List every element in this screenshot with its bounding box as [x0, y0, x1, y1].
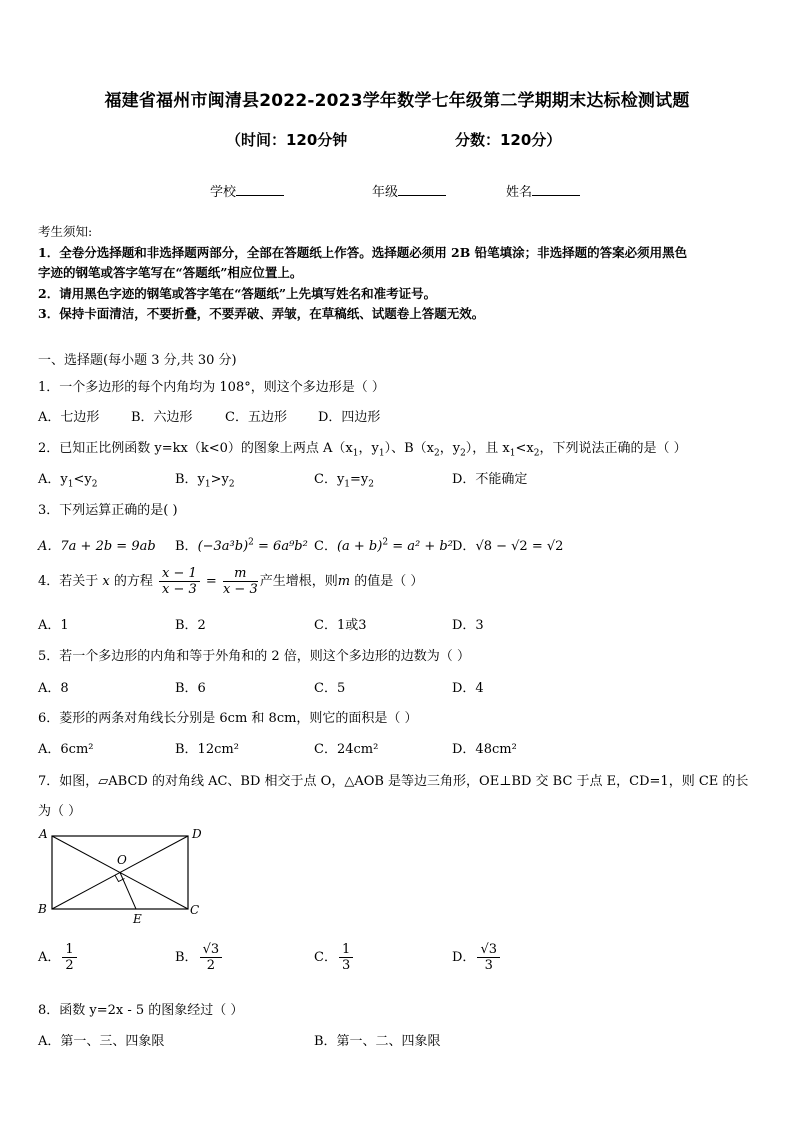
q4-fraction-right: $\frac{m}{x - 3}$: [222, 566, 258, 597]
label-b: B: [38, 902, 47, 916]
q7-option-b[interactable]: B． $\frac{√3}{2}$: [175, 942, 224, 973]
q8-option-a[interactable]: A．第一、三、四象限: [38, 1034, 165, 1049]
label-c: C: [190, 903, 200, 917]
q2-option-c[interactable]: C．$y_1=y_2$: [314, 472, 375, 490]
q5-option-b[interactable]: B．6: [175, 681, 206, 696]
label-e: E: [133, 912, 142, 926]
q1-option-d[interactable]: D．四边形: [318, 410, 381, 425]
label-d: D: [192, 827, 202, 841]
page-title: 福建省福州市闽清县2022-2023学年数学七年级第二学期期末达标检测试题: [104, 91, 690, 111]
q7-option-a[interactable]: A． $\frac{1}{2}$: [38, 942, 79, 973]
q6-option-c[interactable]: C．24cm²: [314, 742, 379, 757]
q3-option-a[interactable]: A．7a + 2b = 9ab: [38, 539, 156, 554]
q7-option-d[interactable]: D． $\frac{√3}{3}$: [452, 942, 502, 973]
segment-oe: [120, 873, 136, 910]
q4-option-c[interactable]: C．1或3: [314, 618, 367, 633]
q4-option-b[interactable]: B．2: [175, 618, 206, 633]
q8-option-b[interactable]: B．第一、二、四象限: [314, 1034, 441, 1049]
q4-option-a[interactable]: A．1: [38, 618, 69, 633]
question-1: 1．一个多边形的每个内角均为 108°，则这个多边形是（ ）: [38, 380, 385, 395]
school-field[interactable]: 学校: [210, 181, 284, 200]
q2-option-a[interactable]: A．$y_1<y_2$: [38, 472, 98, 490]
q3-option-d[interactable]: D．√8 − √2 = √2: [452, 539, 564, 554]
grade-field[interactable]: 年级: [372, 181, 446, 200]
q4-option-d[interactable]: D．3: [452, 618, 484, 633]
q1-option-a[interactable]: A．七边形: [38, 410, 100, 425]
score-info: 分数：120分）: [455, 131, 562, 149]
note-1b: 字迹的钢笔或答字笔写在“答题纸”相应位置上。: [38, 265, 303, 280]
question-3: 3．下列运算正确的是( ): [38, 503, 178, 518]
question-8: 8．函数 y=2x - 5 的图象经过（ ）: [38, 1003, 244, 1018]
time-info: （时间：120分钟: [226, 131, 348, 149]
q2-option-d[interactable]: D．不能确定: [452, 472, 528, 487]
note-3: 3．保持卡面清洁，不要折叠，不要弄破、弄皱，在草稿纸、试题卷上答题无效。: [38, 306, 485, 321]
q1-option-c[interactable]: C．五边形: [225, 410, 287, 425]
q3-option-c[interactable]: C．$(a + b)^2 = a^2 + b^2$: [314, 537, 453, 554]
q5-option-c[interactable]: C．5: [314, 681, 346, 696]
section-heading: 一、选择题(每小题 3 分,共 30 分): [38, 353, 237, 368]
note-2: 2．请用黑色字迹的钢笔或答字笔在“答题纸”上先填写姓名和准考证号。: [38, 285, 437, 301]
exam-notes: [38, 222, 760, 325]
question-4: 4．若关于 x 的方程 $\frac{x - 1}{x - 3}$ = $\frac{m}{x - 3}$ 产生增根，则m 的值是（ ）: [38, 566, 424, 597]
note-1a: 1．全卷分选择题和非选择题两部分，全部在答题纸上作答。选择题必须用 2B 铅笔填涂；非选择题的答案必须用黑色: [38, 244, 688, 260]
q5-option-a[interactable]: A．8: [38, 681, 69, 696]
q5-option-d[interactable]: D．4: [452, 681, 484, 696]
question-5: 5．若一个多边形的内角和等于外角和的 2 倍，则这个多边形的边数为（ ）: [38, 649, 470, 664]
q4-fraction-left: $\frac{x - 1}{x - 3}$: [159, 566, 200, 597]
label-a: A: [39, 827, 48, 841]
question-7-line-2: 为（ ）: [38, 804, 82, 819]
label-o: O: [117, 853, 127, 867]
q1-option-b[interactable]: B．六边形: [131, 410, 193, 425]
q7-option-c[interactable]: C． $\frac{1}{3}$: [314, 942, 355, 973]
q6-option-d[interactable]: D．48cm²: [452, 742, 517, 757]
question-2: 2．已知正比例函数 y=kx（k<0）的图象上两点 $A(x_1$，$y_1$）、$B(x_2$，$y_2$），且 $x_1<x_2$，下列说法正确的是（ ）: [38, 441, 687, 459]
q7-figure: [34, 824, 214, 928]
question-6: 6．菱形的两条对角线长分别是 6cm 和 8cm，则它的面积是（ ）: [38, 711, 418, 726]
name-field[interactable]: 姓名: [506, 181, 580, 200]
notes-heading: 考生须知:: [38, 224, 93, 239]
q6-option-a[interactable]: A．6cm²: [38, 742, 94, 757]
question-7-line-1: 7．如图，▱ABCD 的对角线 AC、BD 相交于点 O，△AOB 是等边三角形，OE⊥BD 交 BC 于点 E，CD=1，则 CE 的长: [38, 774, 749, 789]
q6-option-b[interactable]: B．12cm²: [175, 742, 239, 757]
q3-option-b[interactable]: B．$(-3a^3b)^2 = 6a^9b^2$: [175, 537, 308, 554]
q2-option-b[interactable]: B．$y_1>y_2$: [175, 472, 235, 490]
